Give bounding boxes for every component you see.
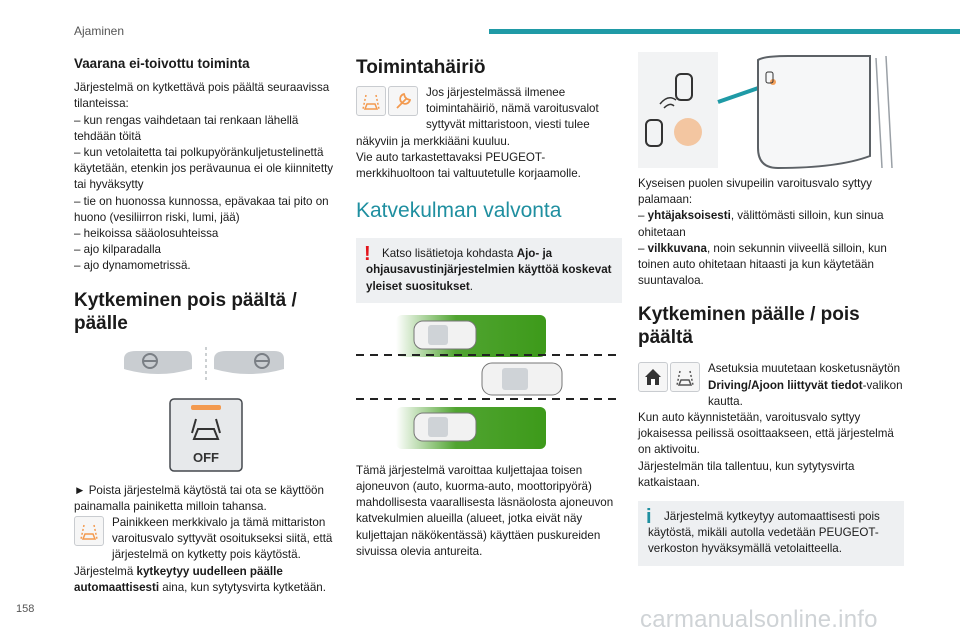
undesired-title: Vaarana ei-toivottu toiminta — [74, 56, 250, 71]
list-item: – yhtäjaksoisesti, välittömästi silloin, kun sinua ohitetaan — [638, 209, 884, 239]
off-label: OFF — [193, 449, 219, 465]
info-mark-icon: i — [646, 506, 652, 529]
driving-assist-icon — [670, 362, 700, 392]
settings-icons — [638, 362, 702, 392]
list-item: – kun rengas vaihdetaan tai renkaan lähellä tehdään töitä — [74, 113, 299, 143]
blind-spot-warning-icon — [356, 86, 386, 116]
column-middle — [356, 50, 622, 560]
onoff-title: Kytkeminen pois päältä / päälle — [74, 289, 297, 334]
start-text: Kun auto käynnistetään, varoitusvalo syttyy jokaisessa peilissä osoittaakseen, että järjestelmä on aktivoitu. — [638, 411, 894, 457]
car-icon — [414, 321, 476, 349]
state-text: Järjestelmän tila tallentuu, kun sytytysvirta katkaistaan. — [638, 459, 855, 489]
malfunction-action: Vie auto tarkastettavaksi PEUGEOT-merkkihuoltoon tai valtuutetulle korjaamolle. — [356, 150, 581, 181]
auto-reactivation-text: Järjestelmä kytkeytyy uudelleen päälle automaattisesti aina, kun sytytysvirta kytketään. — [74, 564, 326, 594]
page-number: 158 — [16, 603, 35, 615]
info-note-text: Järjestelmä kytkeytyy automaattisesti pois käytöstä, mikäli autolla vedetään PEUGEOT-verkoston hyväksymällä vetolaitteella. — [648, 510, 880, 556]
list-item: – kun vetolaitetta tai polkupyöränkuljetustelinettä käytetään, etenkin jos perävaunua ei ole kiinnitetty tai hyväksytty — [74, 146, 334, 192]
car-icon — [414, 413, 476, 441]
settings-text: Asetuksia muutetaan kosketusnäytön Driving/Ajoon liittyvät tiedot-valikon kautta. — [708, 362, 903, 408]
malfunction-text: Jos järjestelmässä ilmenee toimintahäiriö, nämä varoitusvalot syttyvät mittaristoon, viesti tulee näkyviin ja merkkiääni kuuluu. — [356, 86, 599, 148]
mirror-lamp-text: Kyseisen puolen sivupeilin varoitusvalo syttyy palamaan: — [638, 177, 872, 207]
mirror-lamp-illustration — [638, 52, 904, 170]
list-item: – vilkkuvana, noin sekunnin viiveellä silloin, kun toinen auto ohitetaan hitaasti ja kun käytetään suuntavaloa. — [638, 241, 887, 288]
warning-lamp-group — [74, 516, 106, 546]
column-right — [638, 50, 904, 576]
malfunction-icons — [356, 86, 420, 116]
footer-watermark: carmanualsonline.info — [640, 606, 878, 633]
list-item: – tie on huonossa kunnossa, epävakaa tai pito on huono (vesiliirron riski, lumi, jää) — [74, 194, 329, 224]
side-mirror — [758, 56, 892, 168]
malfunction-title: Toimintahäiriö — [356, 57, 486, 78]
header-accent-bar — [489, 29, 960, 34]
list-item: – ajo dynamometrissä. — [74, 259, 191, 273]
column-left — [74, 50, 340, 596]
info-note — [638, 501, 904, 566]
blind-spot-zone-illustration — [356, 313, 622, 451]
wrench-icon — [388, 86, 418, 116]
indicator-text: Painikkeen merkkivalo ja tämä mittariston varoitusvalo syttyvät osoitukseksi siitä, että järjestelmä on kytketty pois käytöstä. — [112, 516, 333, 562]
home-icon — [638, 362, 668, 392]
section-title: Ajaminen — [74, 24, 125, 38]
warning-note-text: Katso lisätietoja kohdasta Ajo- ja ohjausavustinjärjestelmien käyttöä koskevat yleiset suositukset. — [366, 247, 612, 293]
blind-spot-warning-icon — [74, 516, 104, 546]
onoff-title: Kytkeminen päälle / pois päältä — [638, 304, 860, 349]
car-icon — [482, 363, 562, 395]
undesired-intro: Järjestelmä on kytkettävä pois päältä seuraavissa tilanteissa: — [74, 81, 330, 111]
list-item: – heikoissa sääolosuhteissa — [74, 227, 219, 241]
warning-mark-icon: ! — [364, 243, 371, 266]
press-instruction: ► Poista järjestelmä käytöstä tai ota se käyttöön painamalla painiketta milloin tahansa. — [74, 483, 324, 513]
system-description: Tämä järjestelmä varoittaa kuljettajaa toisen ajoneuvon (auto, kuorma-auto, moottoripyörä) mahdollisesta vaarallisesta läsnäolosta ajoneuvon katvekulmien alueilla (alueet, jotka eivät näy kuljettajan näkökentässä) käyttäen puskureiden sivuissa olevia antureita. — [356, 463, 614, 558]
warning-note — [356, 238, 622, 303]
dashboard-button-illustration — [74, 347, 340, 477]
blind-spot-title: Katvekulman valvonta — [356, 199, 562, 223]
list-item: – ajo kilparadalla — [74, 243, 162, 257]
